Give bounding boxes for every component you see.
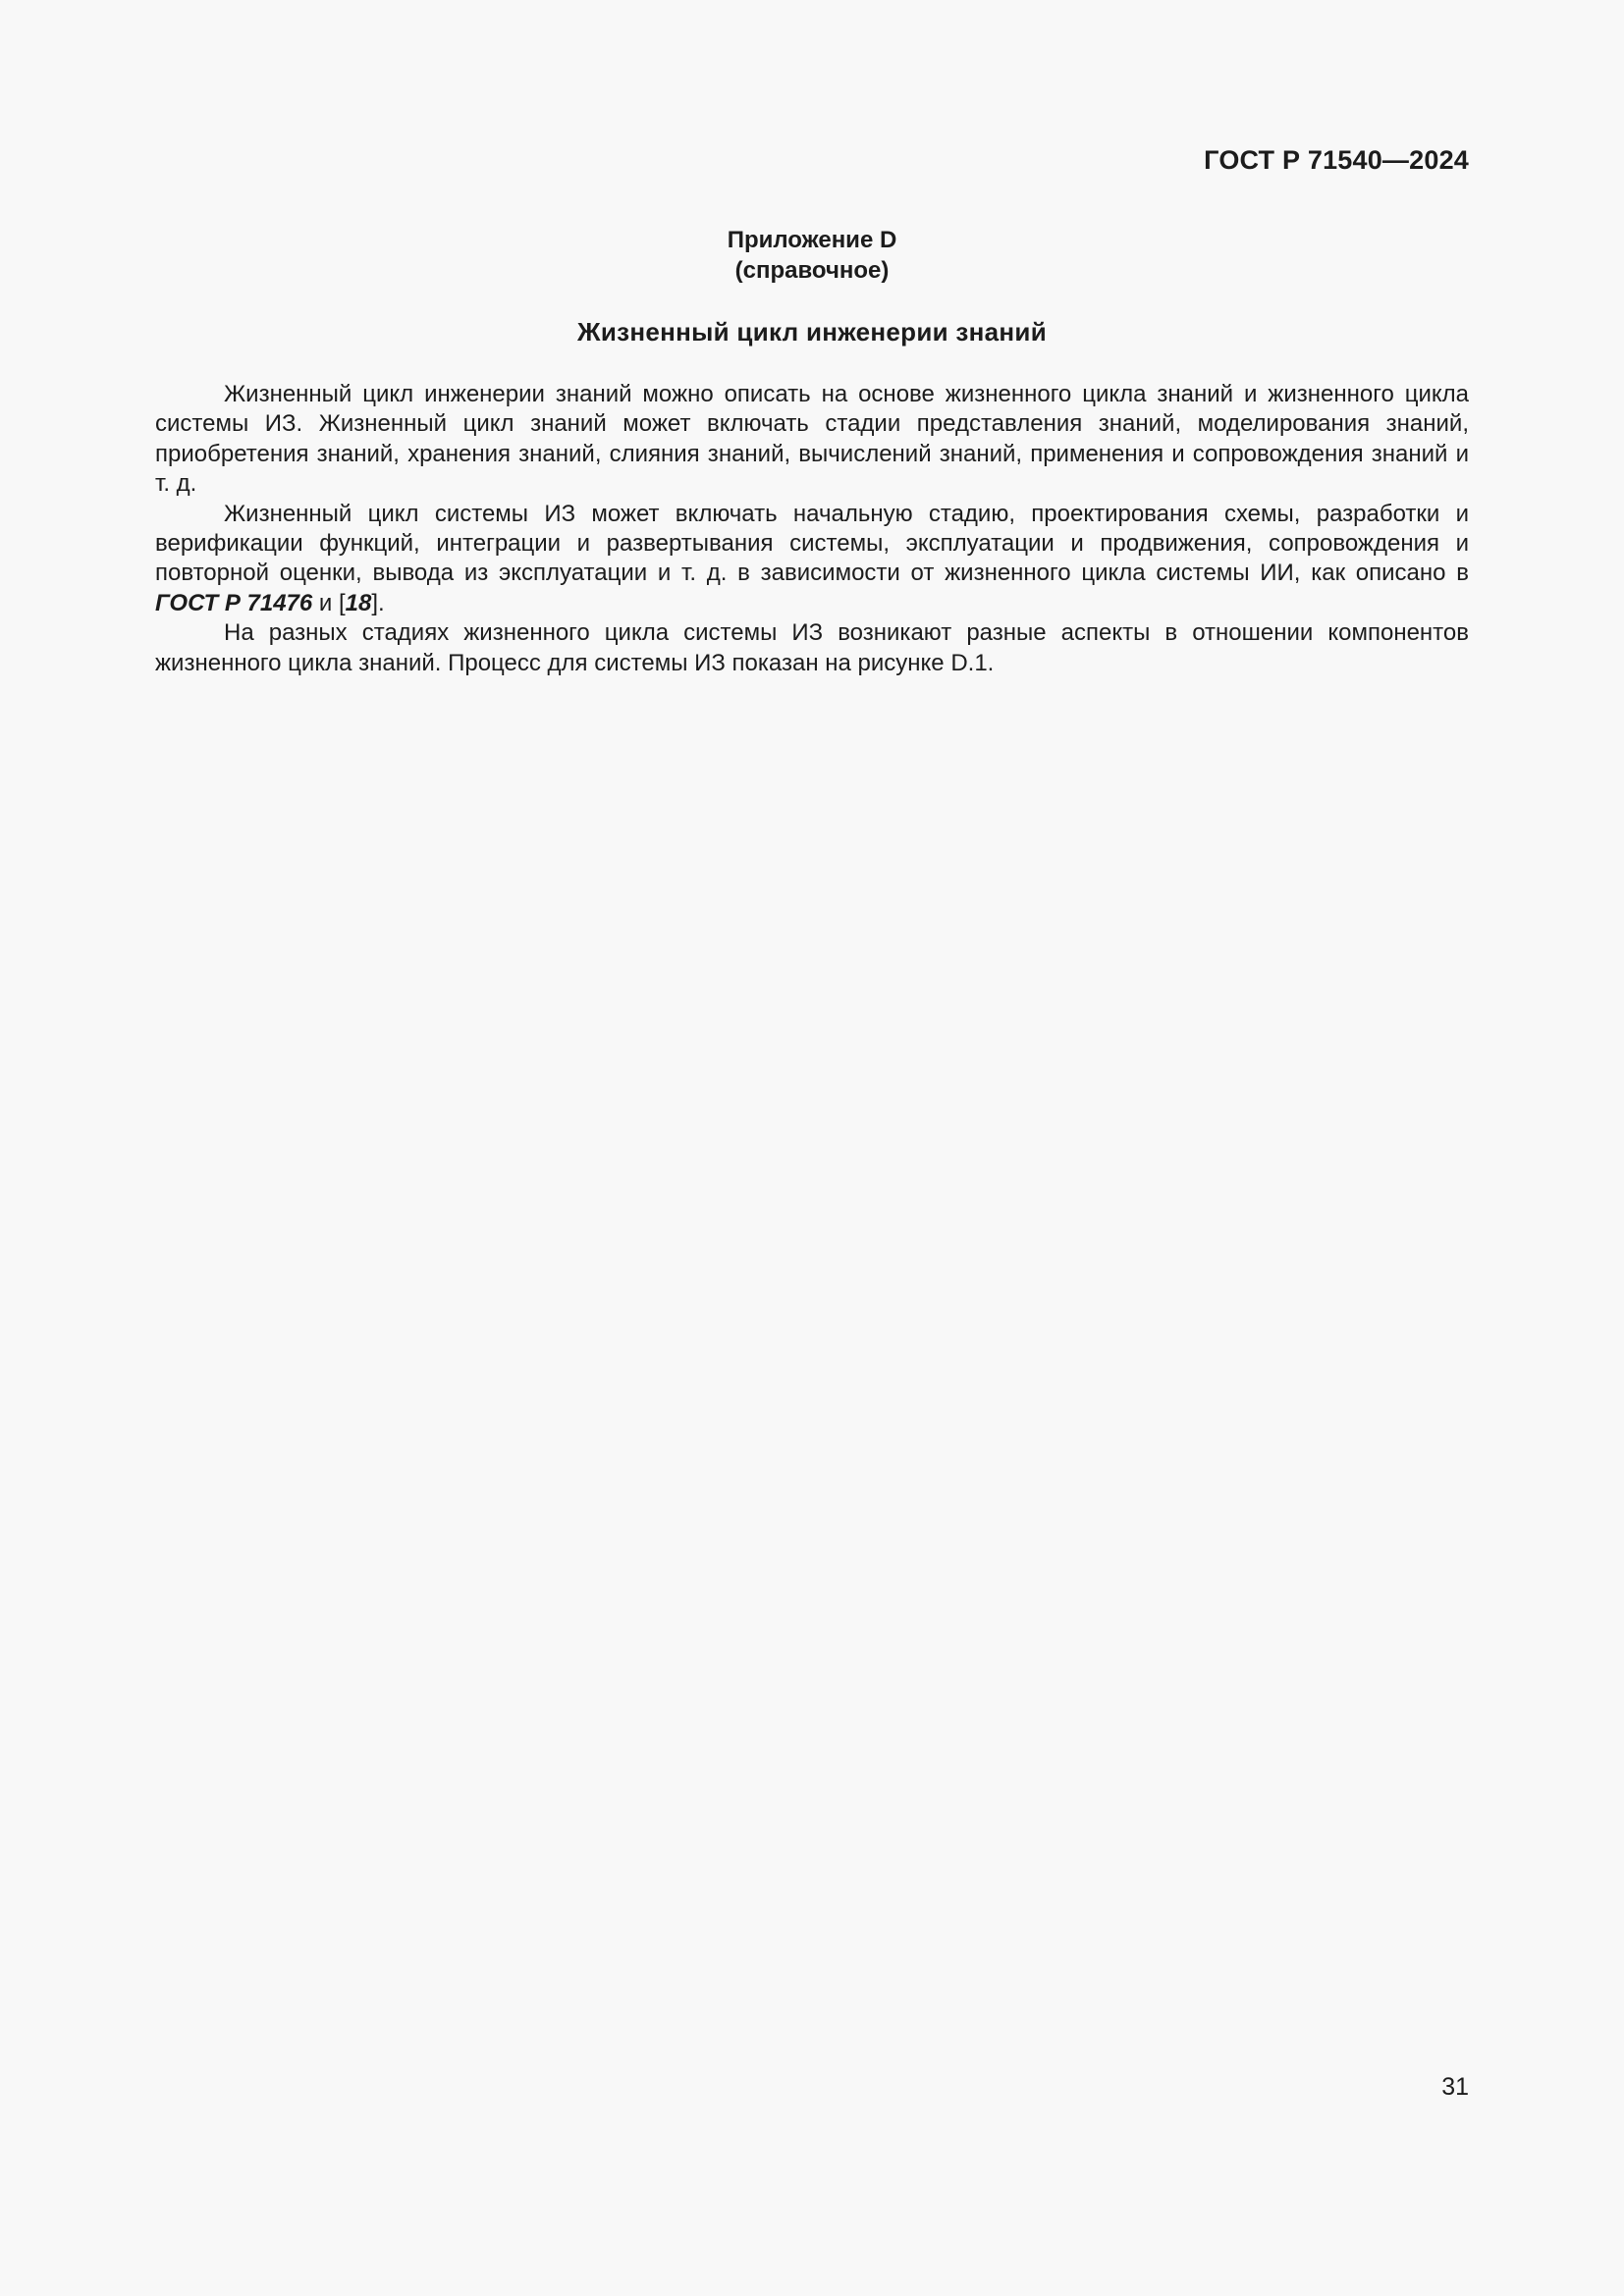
- paragraph-1: Жизненный цикл инженерии знаний можно описать на основе жизненного цикла знаний и жизненного цикла системы ИЗ. Жизненный цикл знаний может включать стадии представления знаний, моделирования знаний, приобретения знаний, хранения знаний, слияния знаний, вычислений знаний, применения и сопровождения знаний и т. д.: [155, 381, 1469, 498]
- standard-reference-link[interactable]: ГОСТ Р 71476: [155, 589, 313, 616]
- page-number: 31: [1441, 2073, 1469, 2101]
- bibliography-reference-link[interactable]: 18: [345, 589, 372, 616]
- appendix-heading: [155, 225, 1469, 286]
- paragraph-2-text: Жизненный цикл системы ИЗ может включать начальную стадию, проектирования схемы, разработки и верификации функций, интеграции и развертывания системы, эксплуатации и продвижения, сопровождения и повторной оценки, вывода из эксплуатации и т. д. в зависимости от жизненного цикла системы ИИ, как описано в: [155, 500, 1469, 587]
- document-code: ГОСТ Р 71540—2024: [1204, 145, 1469, 175]
- section-title: Жизненный цикл инженерии знаний: [577, 317, 1047, 347]
- appendix-title: Приложение D: [727, 227, 897, 253]
- paragraph-2: [155, 500, 1469, 619]
- paragraph-2-between: и [: [312, 589, 346, 616]
- appendix-subtitle: (справочное): [734, 257, 890, 284]
- body-text: [155, 380, 1469, 678]
- paragraph-3: На разных стадиях жизненного цикла системы ИЗ возникают разные аспекты в отношении компонентов жизненного цикла знаний. Процесс для системы ИЗ показан на рисунке D.1.: [155, 619, 1469, 676]
- paragraph-2-end: ].: [371, 589, 385, 616]
